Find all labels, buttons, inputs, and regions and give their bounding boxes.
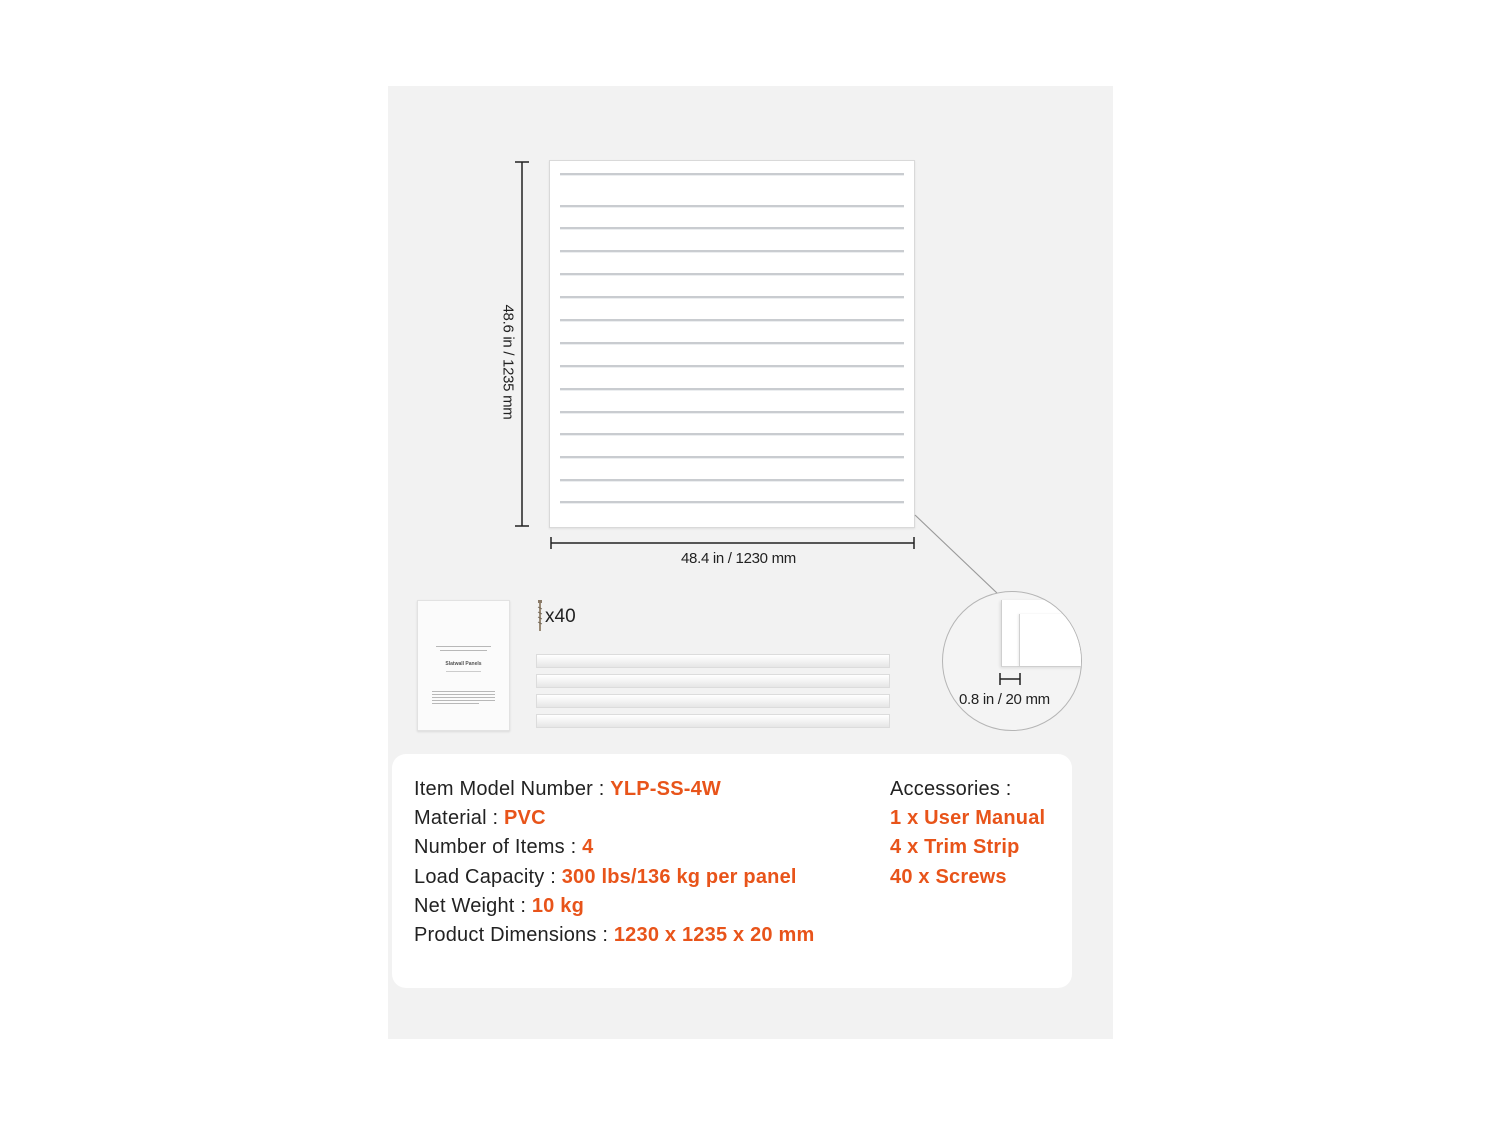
spec-number-of-items: Number of Items : 4 — [414, 836, 594, 858]
zoom-connector-line — [912, 512, 1002, 597]
accessory-screws: 40 x Screws — [890, 866, 1007, 888]
screw-count: x40 — [545, 606, 576, 627]
slatwall-panel-image — [549, 160, 915, 528]
spec-net-weight: Net Weight : 10 kg — [414, 895, 584, 917]
screw-icon — [535, 599, 545, 633]
trim-strip — [536, 714, 890, 728]
manual-title: Slatwall Panels — [445, 661, 482, 667]
spec-material: Material : PVC — [414, 807, 546, 829]
spec-product-dimensions: Product Dimensions : 1230 x 1235 x 20 mm — [414, 924, 815, 946]
spec-model: Item Model Number : YLP-SS-4W — [414, 778, 721, 800]
accessory-user-manual: 1 x User Manual — [890, 807, 1046, 829]
specifications-box — [392, 754, 1072, 988]
trim-strip — [536, 694, 890, 708]
trim-strip — [536, 654, 890, 668]
accessories-heading: Accessories : — [890, 778, 1012, 800]
height-label: 48.6 in / 1235 mm — [499, 304, 517, 420]
trim-strip — [536, 674, 890, 688]
accessory-trim-strip: 4 x Trim Strip — [890, 836, 1020, 858]
depth-detail-zoom — [942, 591, 1082, 731]
spec-load-capacity: Load Capacity : 300 lbs/136 kg per panel — [414, 866, 797, 888]
width-label: 48.4 in / 1230 mm — [681, 550, 796, 567]
user-manual-image — [417, 600, 510, 731]
depth-label: 0.8 in / 20 mm — [959, 691, 1050, 708]
